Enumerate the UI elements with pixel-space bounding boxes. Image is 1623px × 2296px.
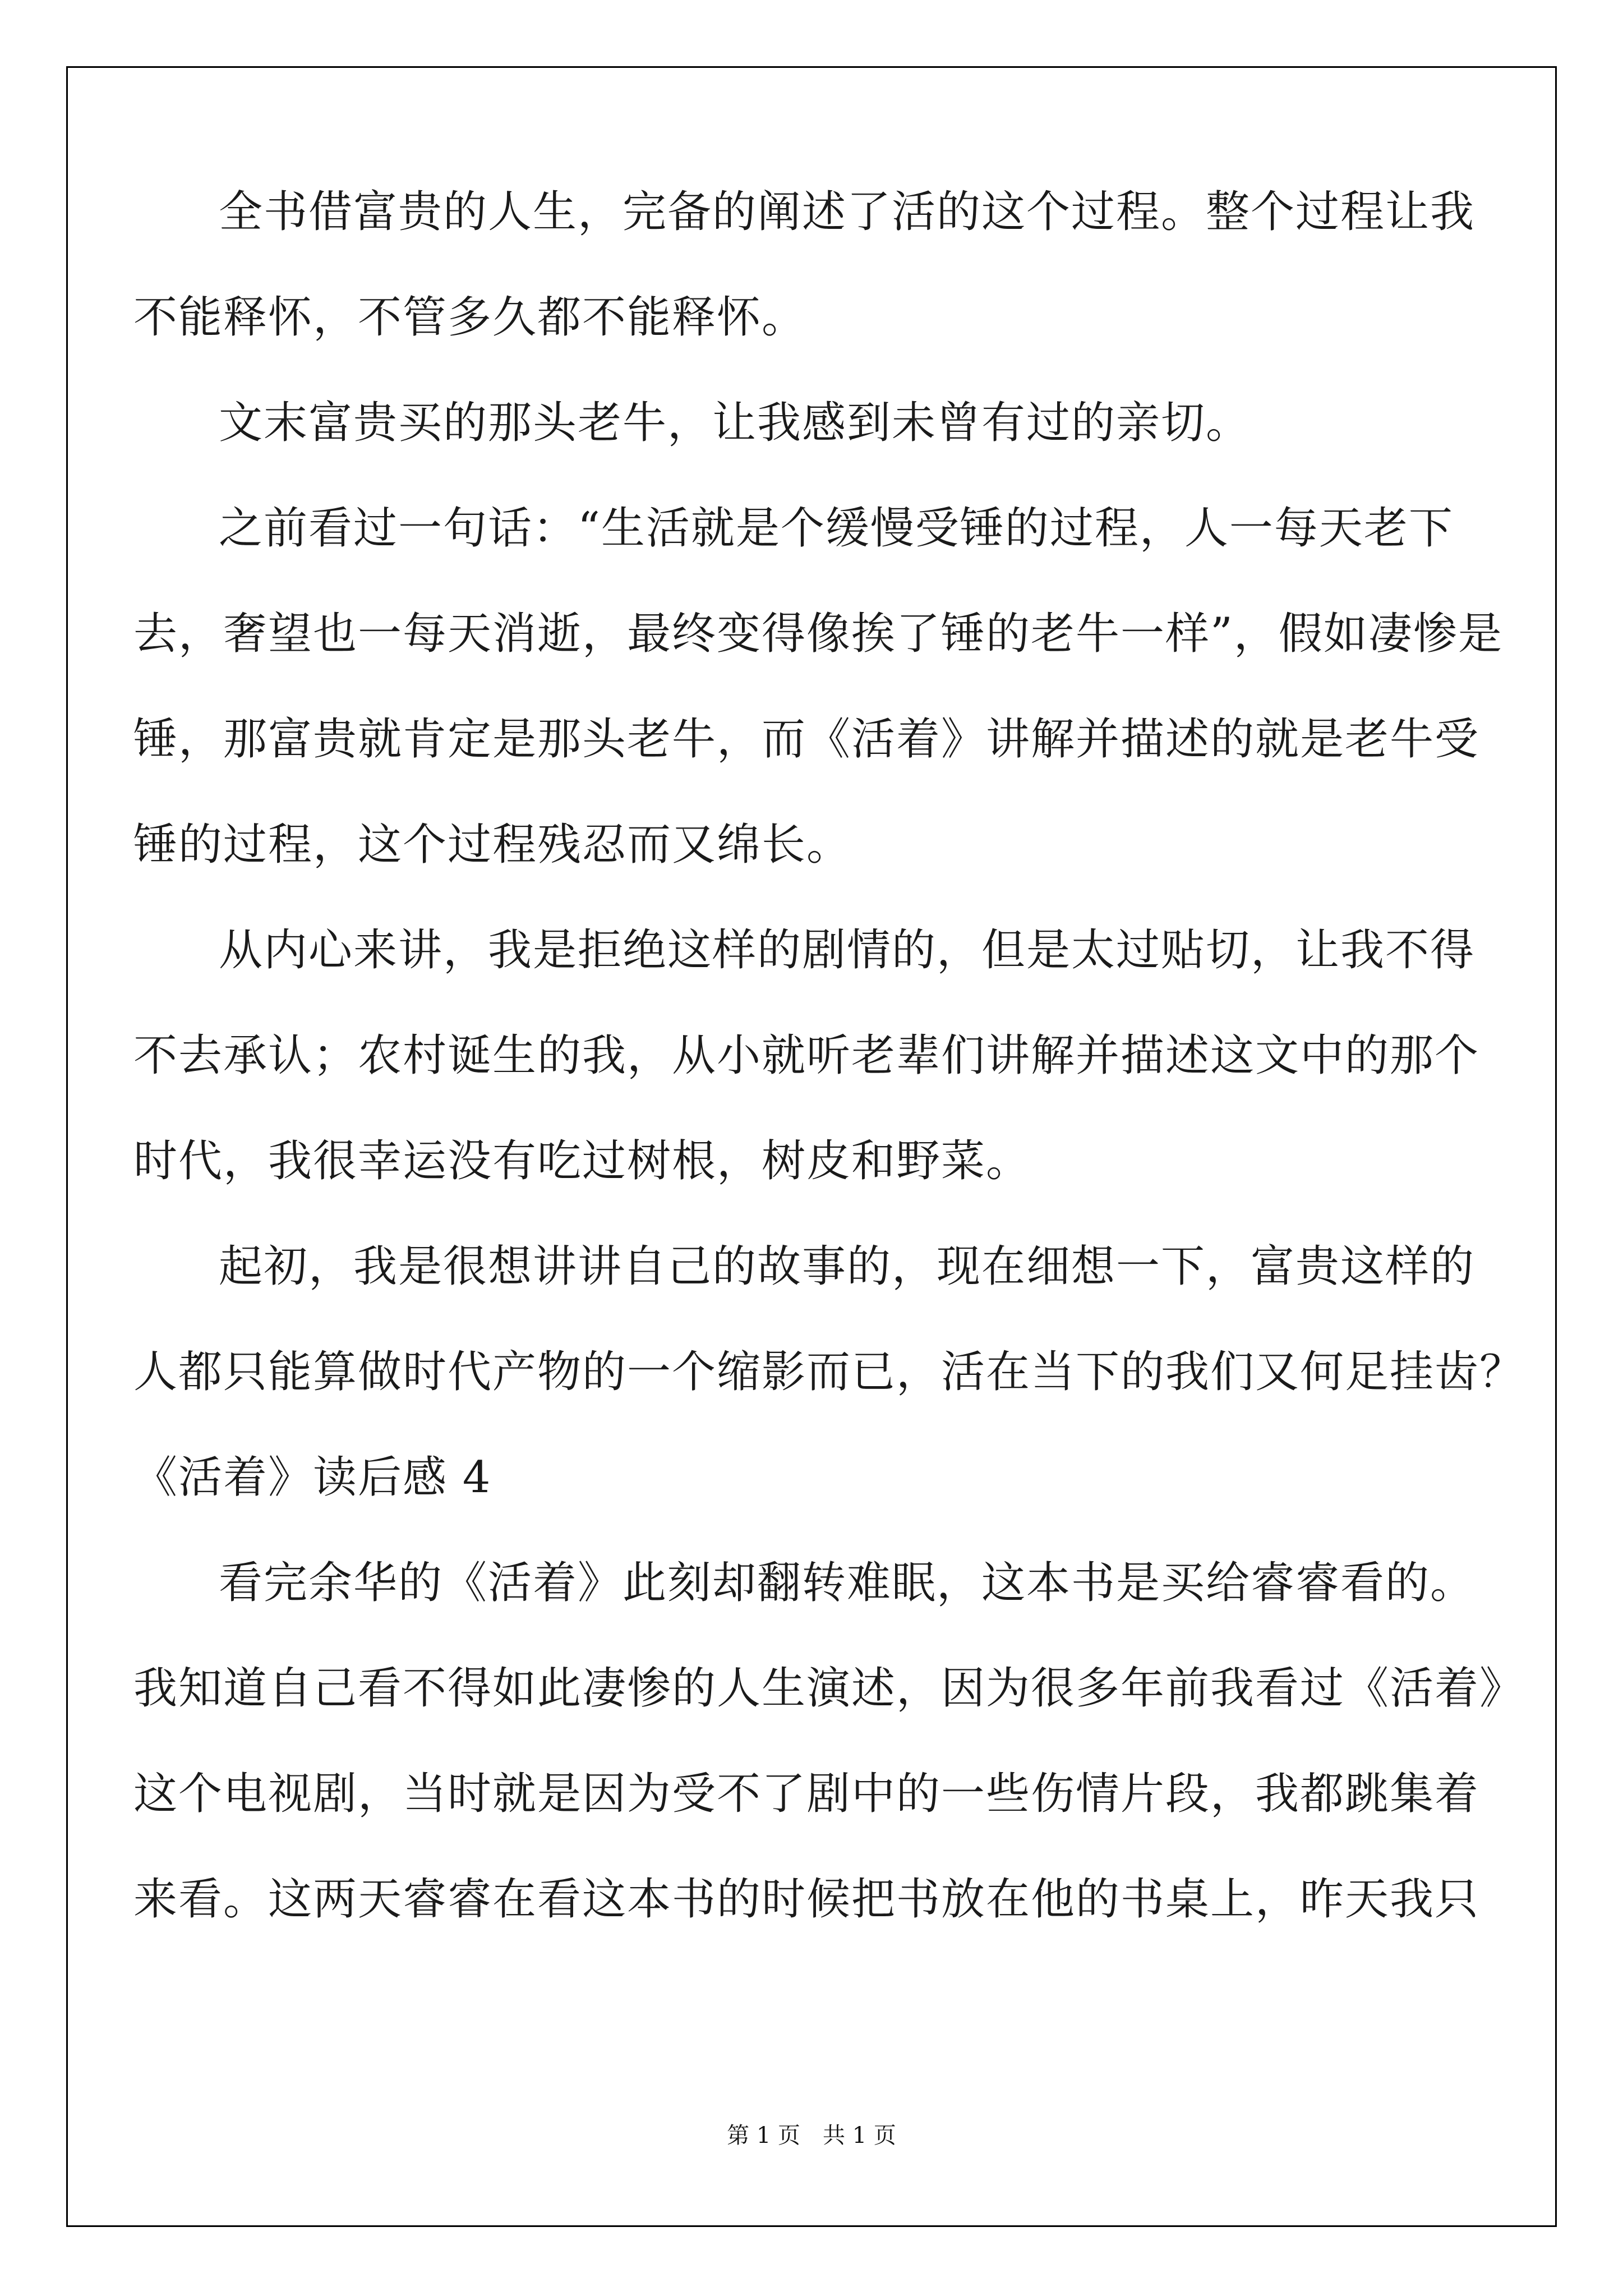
paragraph-line: 不能释怀，不管多久都不能释怀。 [133, 292, 807, 343]
paragraph-line: 人都只能算做时代产物的一个缩影而已，活在当下的我们又何足挂齿？ [133, 1347, 1525, 1397]
paragraph-line: 我知道自己看不得如此凄惨的人生演述，因为很多年前我看过《活着》 [133, 1663, 1525, 1714]
paragraph-line: 文末富贵买的那头老牛，让我感到未曾有过的亲切。 [219, 398, 1251, 448]
paragraph-line: 看完余华的《活着》此刻却翻转难眠，这本书是买给睿睿看的。 [219, 1558, 1476, 1608]
paragraph-line: 不去承认；农村诞生的我，从小就听老辈们讲解并描述这文中的那个 [133, 1030, 1480, 1081]
paragraph-line: 从内心来讲，我是拒绝这样的剧情的，但是太过贴切，让我不得 [219, 925, 1476, 976]
paragraph-line: 来看。这两天睿睿在看这本书的时候把书放在他的书桌上，昨天我只 [133, 1874, 1480, 1925]
page-footer: 第 1 页 共 1 页 [727, 2123, 896, 2148]
paragraph-line: 之前看过一句话：“生活就是个缓慢受锤的过程，人一每天老下 [219, 503, 1454, 554]
section-heading: 《活着》读后感 4 [133, 1452, 492, 1503]
paragraph-line: 起初，我是很想讲讲自己的故事的，现在细想一下，富贵这样的 [219, 1241, 1476, 1292]
paragraph-line: 去，奢望也一每天消逝，最终变得像挨了锤的老牛一样”，假如凄惨是 [133, 609, 1503, 659]
paragraph-line: 锤，那富贵就肯定是那头老牛，而《活着》讲解并描述的就是老牛受 [133, 714, 1480, 765]
paragraph-line: 全书借富贵的人生，完备的阐述了活的这个过程。整个过程让我 [219, 187, 1476, 237]
paragraph-line: 这个电视剧，当时就是因为受不了剧中的一些伤情片段，我都跳集着 [133, 1769, 1480, 1819]
paragraph-line: 锤的过程，这个过程残忍而又绵长。 [133, 820, 852, 870]
paragraph-line: 时代，我很幸运没有吃过树根，树皮和野菜。 [133, 1136, 1031, 1186]
